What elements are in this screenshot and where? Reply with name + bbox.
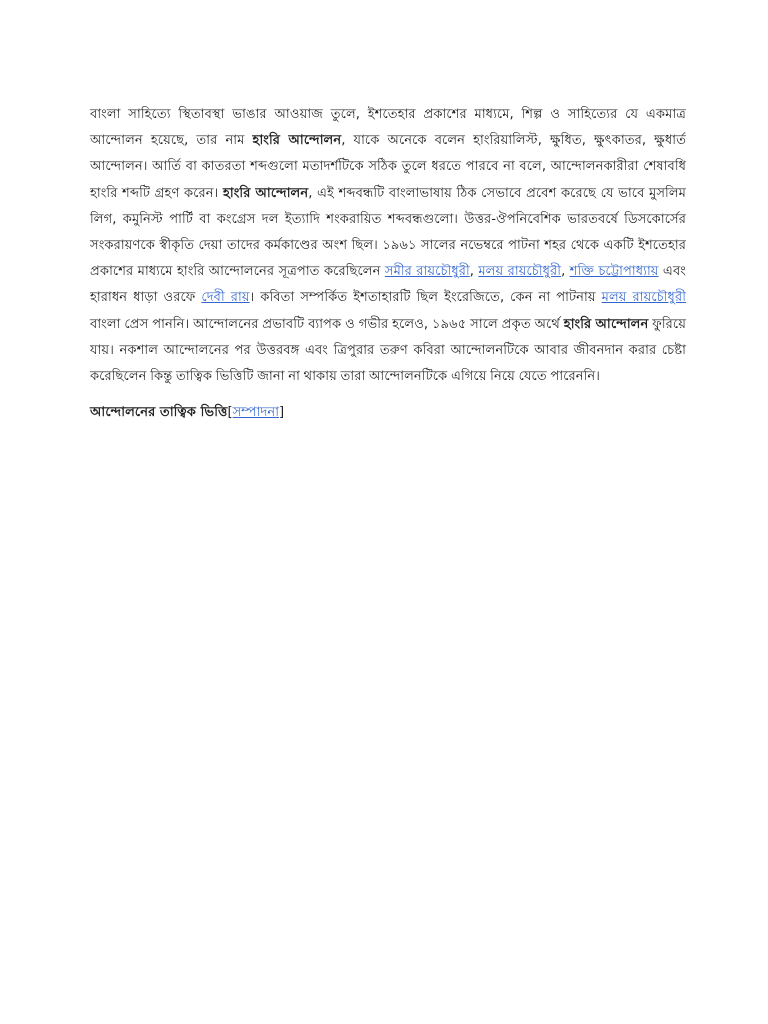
bold-term-hungry-movement: হাংরি আন্দোলন	[563, 316, 649, 332]
link-malay-roychowdhury[interactable]: মলয় রায়চৌধুরী	[478, 264, 562, 280]
bracket-close: ]	[279, 405, 285, 421]
link-shakti-chattopadhyay[interactable]: শক্তি চট্টোপাধ্যায়	[569, 264, 659, 280]
separator: ,	[469, 264, 479, 280]
edit-section-link[interactable]: সম্পাদনা	[232, 405, 280, 421]
paragraph-text: , যাকে অনেকে বলেন হাংরিয়ালিস্ট, ক্ষুধিত, ক্ষুৎকাতর, ক্ষুধার্ত আন্দোলন। আর্তি বা কাতরতা শব্দগুলো মতাদর্শটিকে সঠিক তুলে ধরতে পারবে না বলে, আন্দোলনকারীরা শেষাবধি হাংরি শব্দটি গ্রহণ করেন।	[90, 133, 686, 201]
section-heading-title: আন্দোলনের তাত্বিক ভিত্তি	[90, 405, 228, 421]
paragraph-text: । কবিতা সম্পর্কিত ইশতাহারটি ছিল ইংরেজিতে, কেন না পাটনায়	[249, 290, 602, 306]
bold-term-hungry-movement: হাংরি আন্দোলন	[223, 185, 309, 201]
separator: ,	[561, 264, 570, 280]
article-body	[90, 102, 686, 426]
edit-section-wrapper	[227, 405, 284, 420]
section-heading	[90, 400, 686, 426]
link-debi-roy[interactable]: দেবী রায়	[201, 290, 250, 306]
link-samir-roychowdhury[interactable]: সমীর রায়চৌধুরী	[384, 264, 470, 280]
paragraph-text: বাংলা সাহিত্যে স্থিতাবস্থা ভাঙার আওয়াজ তুলে, ইশতেহার প্রকাশের মাধ্যমে, শিল্প ও সাহিত্যের যে একমাত্র আন্দোলন হয়েছে, তার নাম	[90, 107, 686, 149]
bracket-open: [	[227, 405, 233, 421]
bold-term-hungry-movement: হাংরি আন্দোলন	[252, 133, 342, 149]
link-malay-roychowdhury-2[interactable]: মলয় রায়চৌধুরী	[601, 290, 686, 306]
paragraph-text: বাংলা প্রেস পাননি। আন্দোলনের প্রভাবটি ব্যাপক ও গভীর হলেও, ১৯৬৫ সালে প্রকৃত অর্থে	[90, 316, 564, 332]
paragraph-text: এবং হারাধন ধাড়া ওরফে	[90, 264, 686, 306]
paragraph-text: ফুরিয়ে যায়। নকশাল আন্দোলনের পর উত্তরবঙ্গ এবং ত্রিপুরার তরুণ কবিরা আন্দোলনটিকে আবার জীবনদান করার চেষ্টা করেছিলেন কিন্তু তাত্বিক ভিত্তিটি জানা না থাকায় তারা আন্দোলনটিকে এগিয়ে নিয়ে যেতে পারেননি।	[90, 316, 686, 385]
article-paragraph	[90, 102, 686, 390]
paragraph-text: , এই শব্দবন্ধটি বাংলাভাষায় ঠিক সেভাবে প্রবেশ করেছে যে ভাবে মুসলিম লিগ, কমুনিস্ট পার্টি বা কংগ্রেস দল ইত্যাদি শংকরায়িত শব্দবন্ধগুলো। উত্তর-ঔপনিবেশিক ভারতবর্ষে ডিসকোর্সের সংকরায়ণকে স্বীকৃতি দেয়া তাদের কর্মকাণ্ডের অংশ ছিল। ১৯৬১ সালের নভেম্বরে পাটনা শহর থেকে একটি ইশতেহার প্রকাশের মাধ্যমে হাংরি আন্দোলনের সূত্রপাত করেছিলেন	[90, 185, 686, 280]
